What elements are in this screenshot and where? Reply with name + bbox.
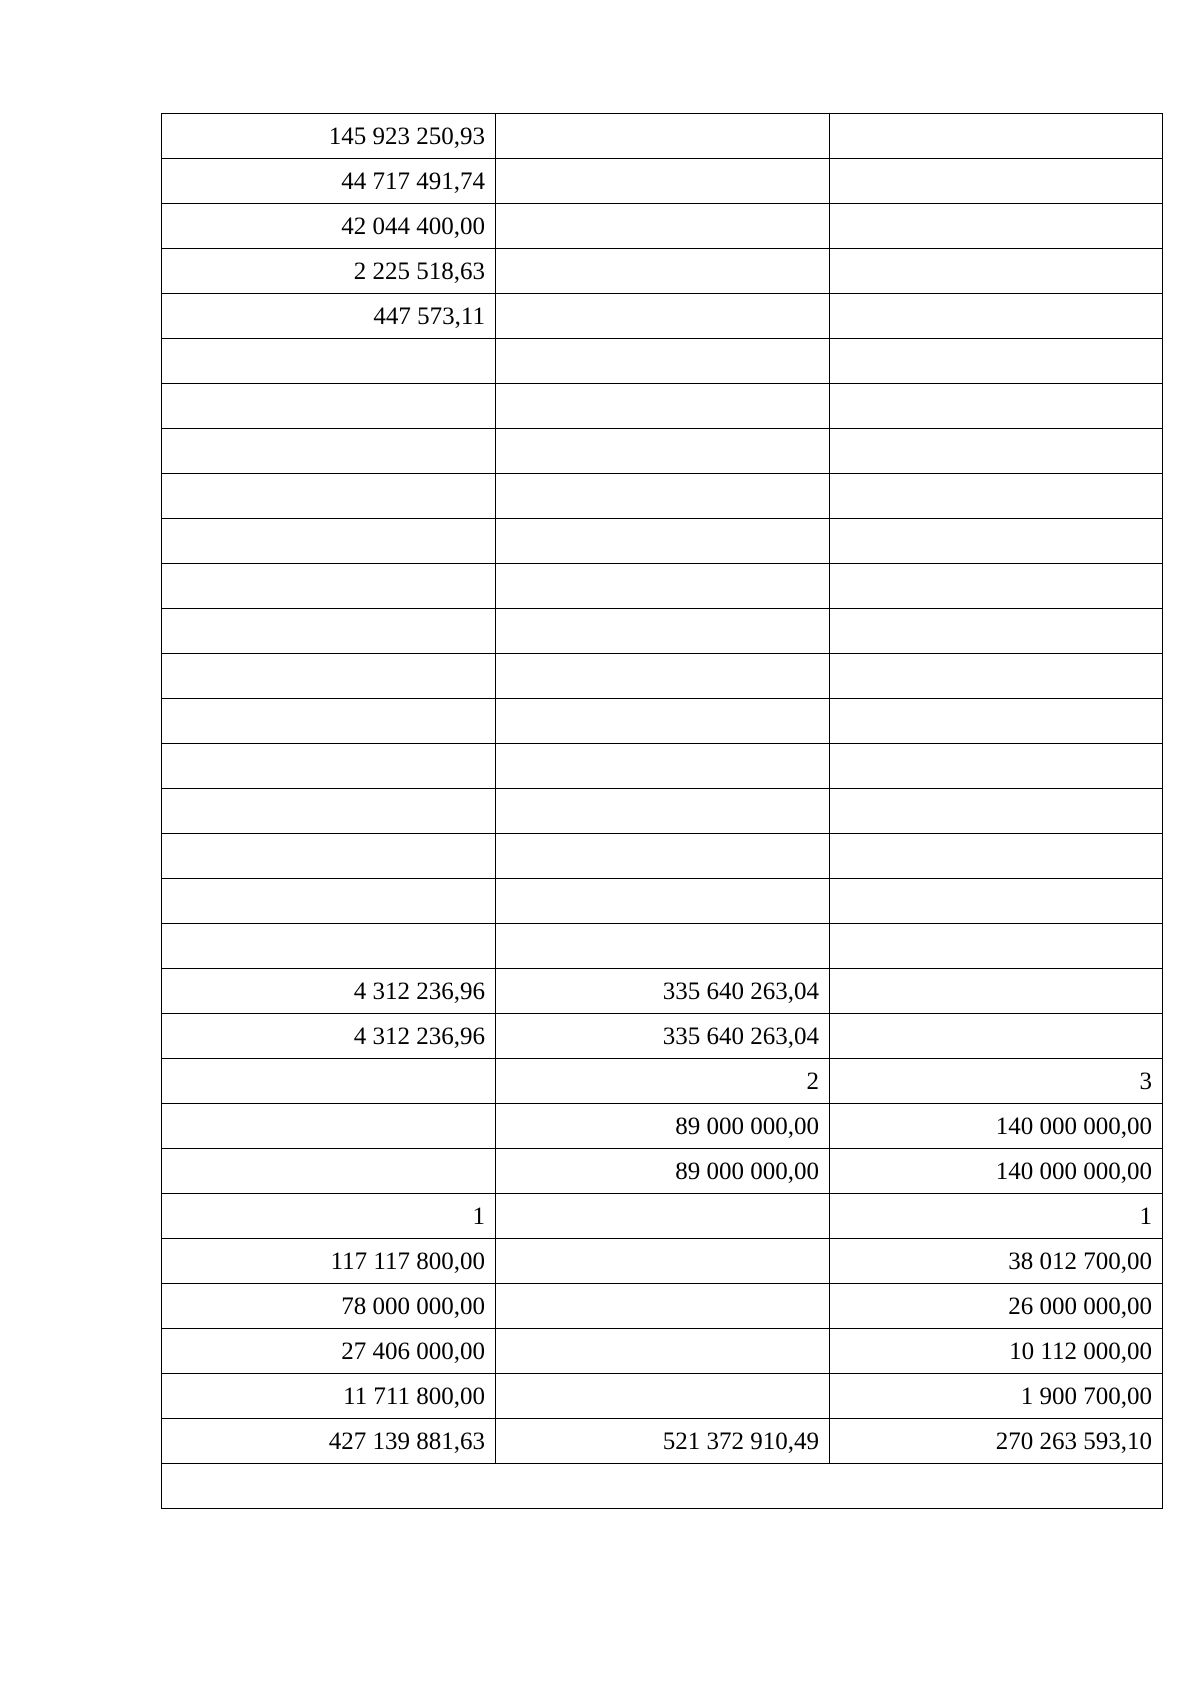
table-row (162, 789, 1163, 834)
table-cell (162, 519, 496, 564)
table-cell (830, 159, 1163, 204)
table-cell: 4 312 236,96 (162, 969, 496, 1014)
table-row (162, 609, 1163, 654)
table-row (162, 1104, 1163, 1149)
table-cell (830, 564, 1163, 609)
table-cell: 1 (162, 1194, 496, 1239)
table-cell (496, 1239, 830, 1284)
table-cell (496, 249, 830, 294)
table-row (162, 744, 1163, 789)
financial-table (161, 113, 1163, 1509)
table-cell (830, 339, 1163, 384)
table-cell: 140 000 000,00 (830, 1104, 1163, 1149)
table-cell (496, 159, 830, 204)
table-cell: 42 044 400,00 (162, 204, 496, 249)
table-cell (496, 609, 830, 654)
table-cell (496, 339, 830, 384)
table-row (162, 339, 1163, 384)
table-row (162, 429, 1163, 474)
table-cell: 335 640 263,04 (496, 1014, 830, 1059)
table-cell: 89 000 000,00 (496, 1149, 830, 1194)
table-cell (162, 834, 496, 879)
table-cell (162, 1149, 496, 1194)
table-cell (162, 429, 496, 474)
table-row (162, 1419, 1163, 1464)
table-cell (830, 924, 1163, 969)
table-cell (162, 699, 496, 744)
table-cell (830, 789, 1163, 834)
table-row (162, 249, 1163, 294)
table-cell: 427 139 881,63 (162, 1419, 496, 1464)
table-cell: 117 117 800,00 (162, 1239, 496, 1284)
table-row (162, 1149, 1163, 1194)
table-cell: 89 000 000,00 (496, 1104, 830, 1149)
table-row (162, 834, 1163, 879)
table-row (162, 969, 1163, 1014)
table-cell (162, 654, 496, 699)
table-cell (830, 294, 1163, 339)
table-cell: 270 263 593,10 (830, 1419, 1163, 1464)
table-cell (496, 924, 830, 969)
table-cell: 140 000 000,00 (830, 1149, 1163, 1194)
table-row (162, 654, 1163, 699)
table-row (162, 1374, 1163, 1419)
table-cell (830, 879, 1163, 924)
table-cell (496, 204, 830, 249)
table-cell: 78 000 000,00 (162, 1284, 496, 1329)
table-cell (830, 969, 1163, 1014)
table-row (162, 519, 1163, 564)
table-cell (496, 564, 830, 609)
table-cell (496, 744, 830, 789)
table-row (162, 1329, 1163, 1374)
table-cell (830, 609, 1163, 654)
table-cell (162, 1059, 496, 1104)
table-cell: 4 312 236,96 (162, 1014, 496, 1059)
table-row (162, 474, 1163, 519)
table-footer-row (162, 1464, 1163, 1509)
table-cell (162, 564, 496, 609)
table-cell (830, 654, 1163, 699)
table-cell: 521 372 910,49 (496, 1419, 830, 1464)
table-cell (162, 789, 496, 834)
table-cell (496, 429, 830, 474)
table-cell: 1 (830, 1194, 1163, 1239)
table-cell (830, 519, 1163, 564)
table-cell (162, 474, 496, 519)
table-cell: 44 717 491,74 (162, 159, 496, 204)
table-row (162, 1059, 1163, 1104)
table-cell (162, 609, 496, 654)
table-cell (830, 384, 1163, 429)
table-cell (496, 294, 830, 339)
table-cell (830, 474, 1163, 519)
table-cell: 2 (496, 1059, 830, 1104)
table-cell (162, 384, 496, 429)
table-footer-cell (162, 1464, 1163, 1509)
table-row (162, 879, 1163, 924)
table-cell (830, 429, 1163, 474)
table-cell (496, 654, 830, 699)
table-cell (496, 1284, 830, 1329)
table-cell (830, 114, 1163, 159)
table-cell (830, 834, 1163, 879)
table-cell (162, 339, 496, 384)
table-row (162, 924, 1163, 969)
table-cell (162, 744, 496, 789)
table-cell (162, 1104, 496, 1149)
table-cell: 38 012 700,00 (830, 1239, 1163, 1284)
table-cell: 10 112 000,00 (830, 1329, 1163, 1374)
table-cell (496, 834, 830, 879)
table-cell (830, 699, 1163, 744)
table-row (162, 1284, 1163, 1329)
table-cell (830, 249, 1163, 294)
table-cell: 26 000 000,00 (830, 1284, 1163, 1329)
table-cell (496, 474, 830, 519)
table-cell: 27 406 000,00 (162, 1329, 496, 1374)
table-cell (496, 1329, 830, 1374)
table-row (162, 204, 1163, 249)
table-cell (496, 384, 830, 429)
table-cell: 335 640 263,04 (496, 969, 830, 1014)
table-cell: 2 225 518,63 (162, 249, 496, 294)
table-cell (496, 879, 830, 924)
table-row (162, 294, 1163, 339)
table-cell (496, 114, 830, 159)
table-cell (830, 1014, 1163, 1059)
table-row (162, 564, 1163, 609)
table-cell (496, 699, 830, 744)
table-cell (162, 924, 496, 969)
table-row (162, 1239, 1163, 1284)
table-row (162, 384, 1163, 429)
table-cell: 3 (830, 1059, 1163, 1104)
table-row (162, 159, 1163, 204)
table-row (162, 114, 1163, 159)
table-cell: 1 900 700,00 (830, 1374, 1163, 1419)
table-cell (496, 1194, 830, 1239)
table-cell (162, 879, 496, 924)
table-cell: 145 923 250,93 (162, 114, 496, 159)
table-row (162, 699, 1163, 744)
table-cell (496, 789, 830, 834)
table-cell (496, 1374, 830, 1419)
table-cell (830, 204, 1163, 249)
table-row (162, 1014, 1163, 1059)
table-cell (496, 519, 830, 564)
table-body (162, 114, 1163, 1509)
table-cell: 447 573,11 (162, 294, 496, 339)
table-row (162, 1194, 1163, 1239)
table-cell: 11 711 800,00 (162, 1374, 496, 1419)
table-cell (830, 744, 1163, 789)
